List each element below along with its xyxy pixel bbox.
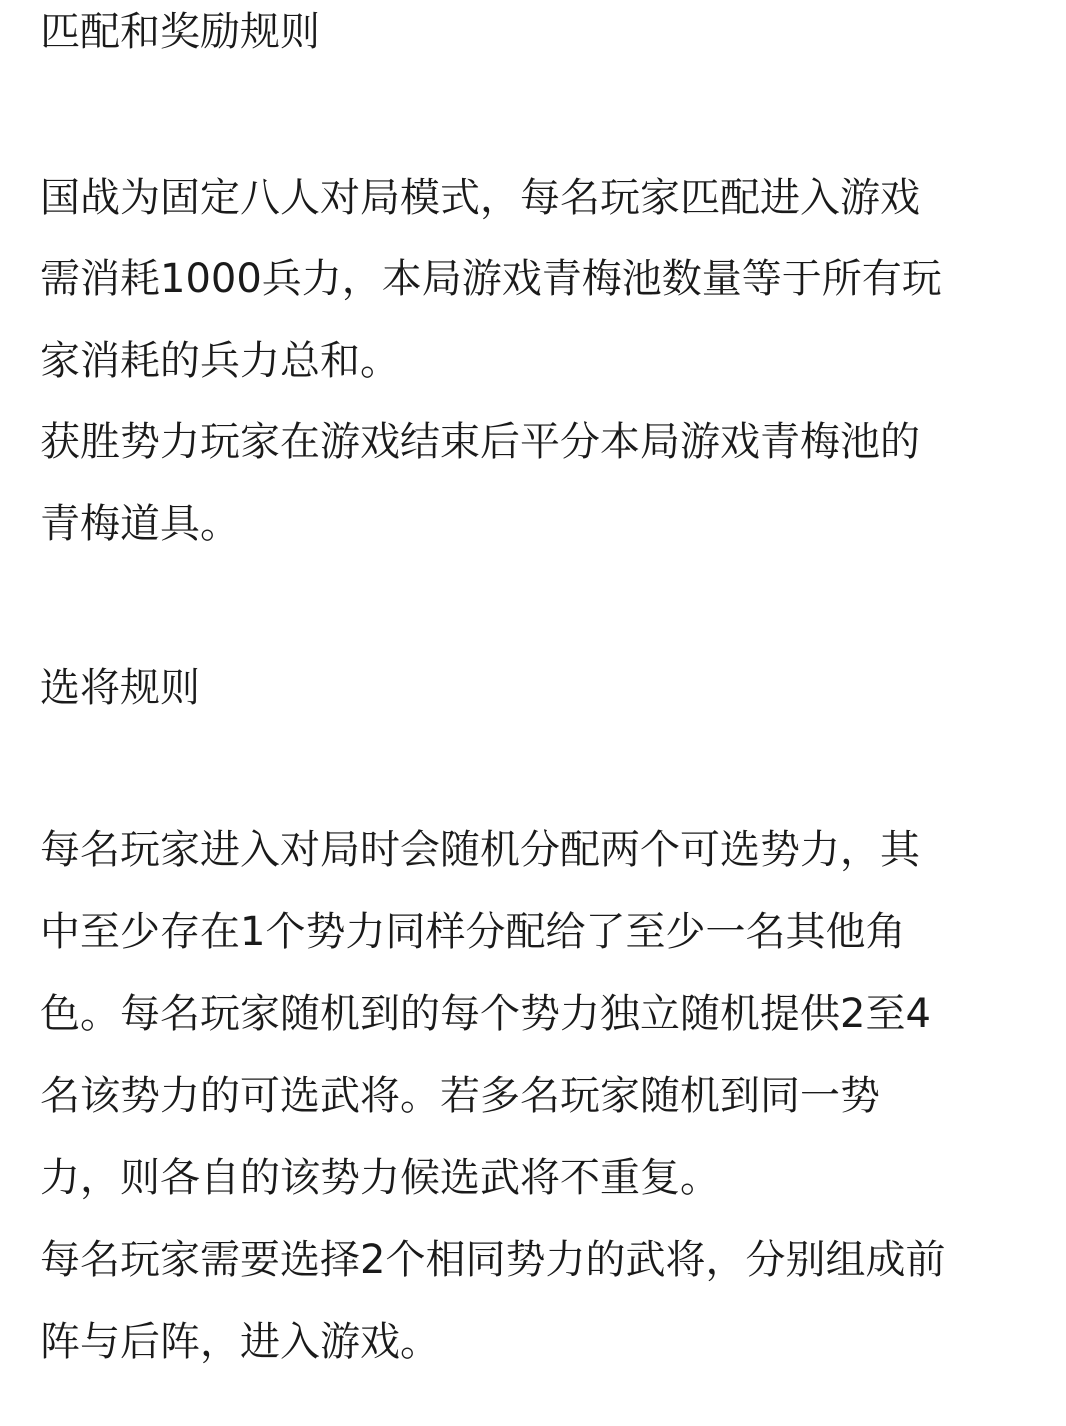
paragraph-line: 名该势力的可选武将。若多名玩家随机到同一势 [40, 1073, 880, 1119]
paragraph-line: 家消耗的兵力总和。 [40, 338, 400, 384]
paragraph-line: 中至少存在1个势力同样分配给了至少一名其他角 [40, 909, 906, 955]
paragraph-line: 阵与后阵，进入游戏。 [40, 1319, 440, 1365]
paragraph-line: 需消耗1000兵力，本局游戏青梅池数量等于所有玩 [40, 256, 942, 302]
paragraph-line: 国战为固定八人对局模式，每名玩家匹配进入游戏 [40, 175, 920, 221]
paragraph-line: 每名玩家进入对局时会随机分配两个可选势力，其 [40, 827, 920, 873]
paragraph-line: 获胜势力玩家在游戏结束后平分本局游戏青梅池的 [40, 419, 920, 465]
section-heading-hero-selection: 选将规则 [40, 665, 200, 711]
paragraph-line: 色。每名玩家随机到的每个势力独立随机提供2至4 [40, 991, 931, 1037]
paragraph-line: 力，则各自的该势力候选武将不重复。 [40, 1155, 720, 1201]
section-heading-matching-rewards: 匹配和奖励规则 [40, 9, 320, 55]
paragraph-line: 每名玩家需要选择2个相同势力的武将，分别组成前 [40, 1237, 946, 1283]
paragraph-line: 青梅道具。 [40, 501, 240, 547]
